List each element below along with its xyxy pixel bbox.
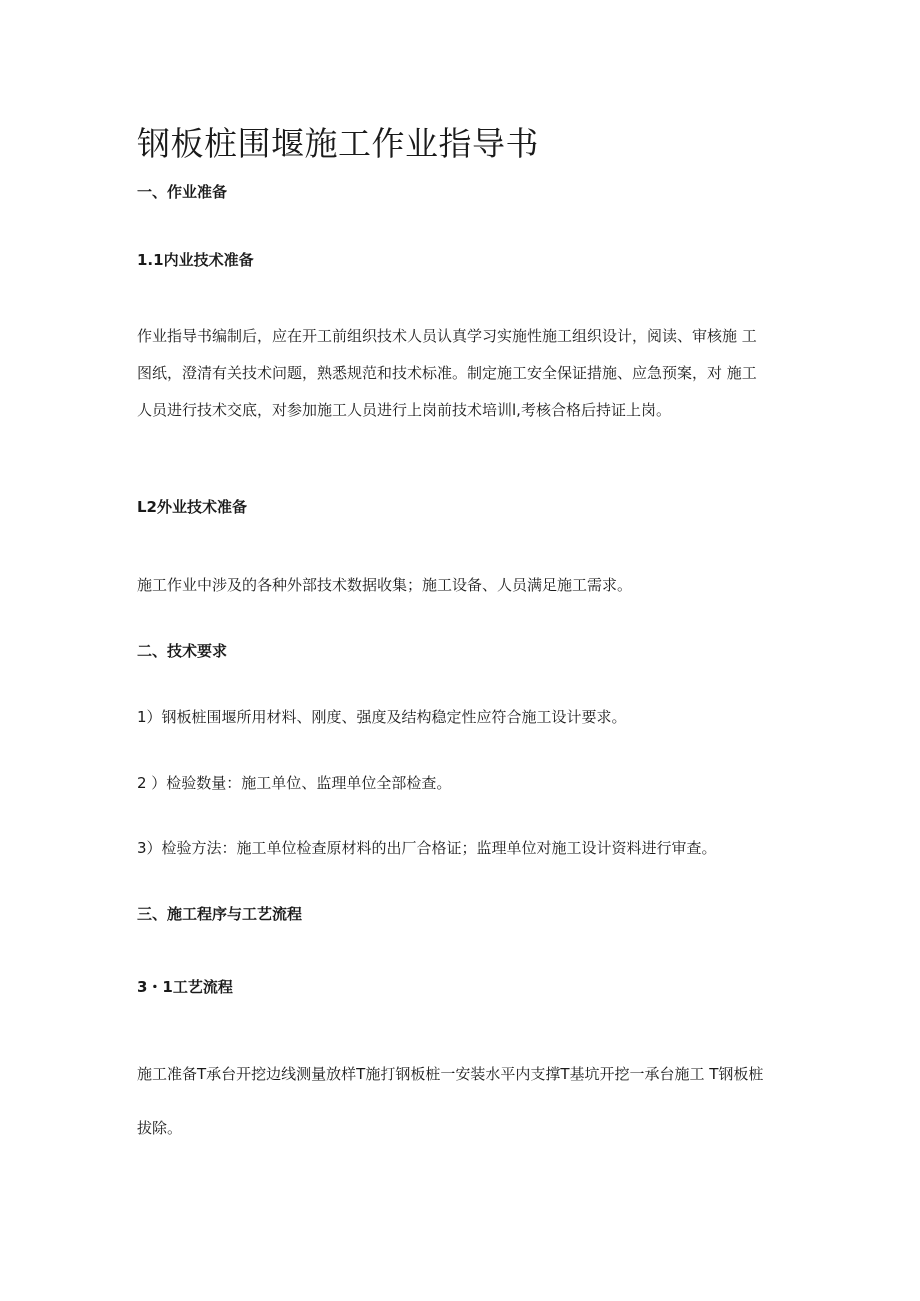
section-3-1-heading: 3・1工艺流程 bbox=[137, 978, 233, 996]
section-1-2-heading: L2外业技术准备 bbox=[137, 498, 247, 516]
section-1-1-heading: 1.1内业技术准备 bbox=[137, 251, 254, 269]
requirement-item-1: 1）钢板桩围堰所用材料、刚度、强度及结构稳定性应符合施工设计要求。 bbox=[137, 708, 627, 726]
paragraph-line: 图纸，澄清有关技术问题，熟悉规范和技术标准。制定施工安全保证措施、应急预案，对 施工 bbox=[137, 364, 757, 382]
section-2-heading: 二、技术要求 bbox=[137, 642, 228, 660]
paragraph-line: 拔除。 bbox=[137, 1119, 183, 1137]
section-3-heading: 三、施工程序与工艺流程 bbox=[137, 905, 303, 923]
paragraph-line: 人员进行技术交底，对参加施工人员进行上岗前技术培训l,考核合格后持证上岗。 bbox=[137, 401, 671, 419]
requirement-item-2: 2 ）检验数量：施工单位、监理单位全部检查。 bbox=[137, 774, 452, 792]
document-title: 钢板桩围堰施工作业指导书 bbox=[137, 124, 539, 163]
paragraph-line: 施工准备T承台开挖边线测量放样T施打钢板桩一安装水平内支撑T基坑开挖一承台施工 T钢板桩 bbox=[137, 1065, 764, 1083]
paragraph-line: 作业指导书编制后，应在开工前组织技术人员认真学习实施性施工组织设计，阅读、审核施 工 bbox=[137, 327, 757, 345]
section-3-1-paragraph bbox=[137, 1047, 782, 1155]
section-1-heading: 一、作业准备 bbox=[137, 183, 228, 201]
section-1-2-paragraph: 施工作业中涉及的各种外部技术数据收集；施工设备、人员满足施工需求。 bbox=[137, 576, 633, 594]
section-1-1-paragraph bbox=[137, 318, 782, 429]
requirement-item-3: 3）检验方法：施工单位检查原材料的出厂合格证；监理单位对施工设计资料进行审查。 bbox=[137, 839, 717, 857]
